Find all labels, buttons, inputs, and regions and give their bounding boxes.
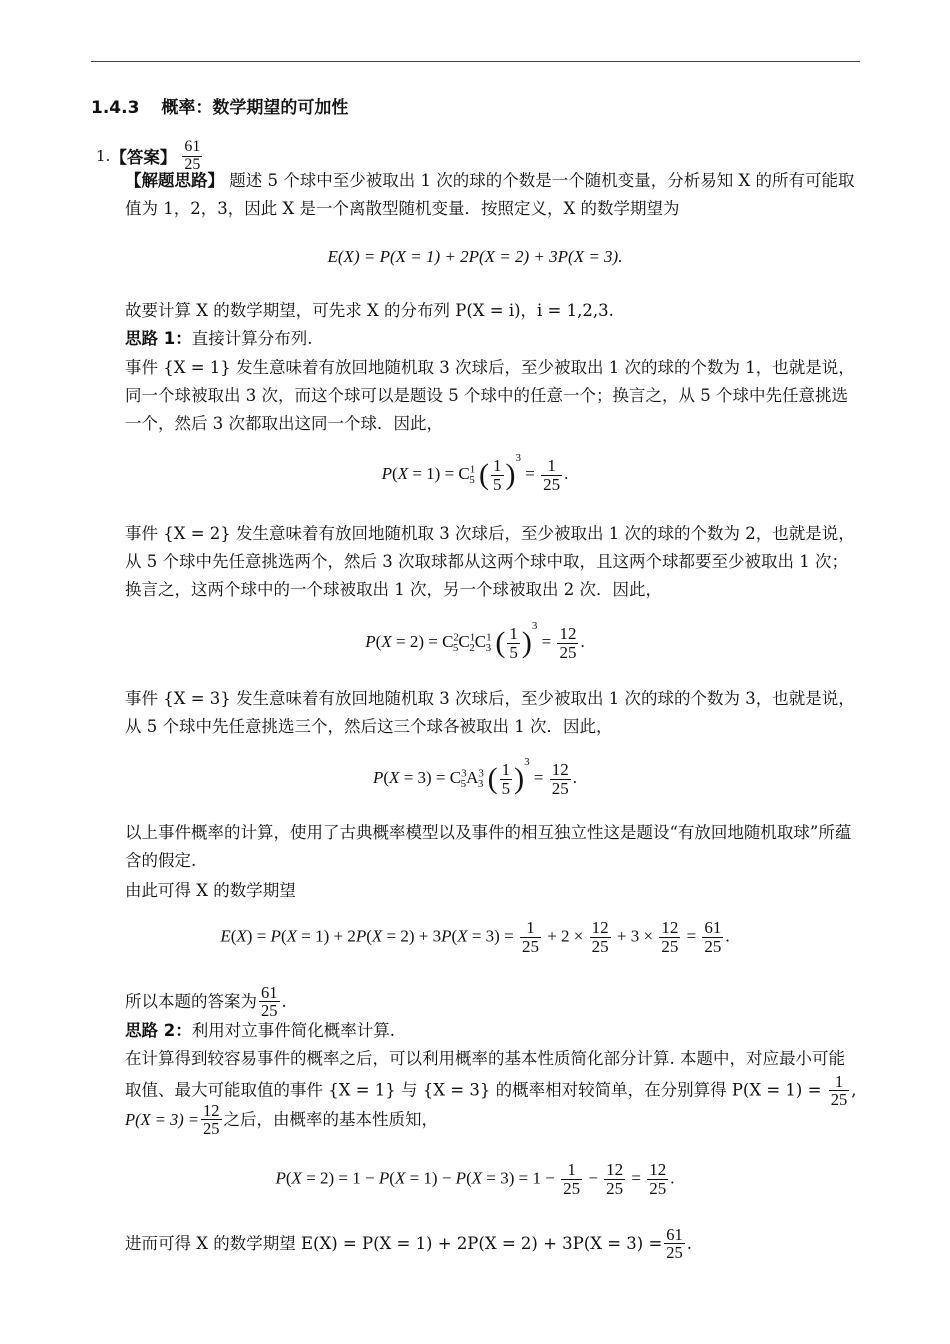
paragraph-10: P(X = 3) = $\frac{12}{25}$ 之后，由概率的基本性质知， [125,1101,439,1139]
paragraph-9: 在计算得到较容易事件的概率之后，可以利用概率的基本性质简化部分计算. 本题中，对应最小可能取值、最大可能取值的事件 {X = 1} 与 {X = 3} 的概率相对较简单，在分别算得 P(X = 1) = $\frac{1}{25}$ , [125,1049,857,1110]
paragraph-6: 以上事件概率的计算，使用了古典概率模型以及事件的相互独立性这是题设“有放回地随机取球”所蕴含的假定. [125,823,852,870]
idea-2-label: 思路 2： [125,1021,192,1040]
equation-p2: $P(X = 2) = C^2_5C^1_2C^1_3$ ( $\frac{1}{5}$ )$^3$ = $\frac{12}{25}$ . [365,620,585,662]
idea-1-label: 思路 1： [125,329,192,348]
idea-1-text: 直接计算分布列. [191,329,313,348]
paragraph-2: 故要计算 X 的数学期望，可先求 X 的分布列 P(X = i)，i = 1,2,3. [125,301,614,320]
question-number: 1. [96,147,111,166]
section-title: 概率：数学期望的可加性 [161,98,349,118]
paragraph-5: 事件 {X = 3} 发生意味着有放回地随机取 3 次球后，至少被取出 1 次的球的个数为 3，也就是说，从 5 个球中先任意挑选三个，然后这三个球各被取出 1 次．因此， [125,689,855,736]
equation-p3: $P(X = 3) = C^3_5A^3_3$ ( $\frac{1}{5}$ )$^3$ = $\frac{12}{25}$ . [372,756,577,798]
section-number: 1.4.3 [91,98,140,118]
header-rule [91,61,860,62]
paragraph-3: 事件 {X = 1} 发生意味着有放回地随机取 3 次球后，至少被取出 1 次的球的个数为 1，也就是说，同一个球被取出 3 次，而这个球可以是题设 5 个球中的任意一个；换言之，从 5 个球中先任意挑选一个，然后 3 次都取出这同一个球．因此， [125,358,855,433]
paragraph-4: 事件 {X = 2} 发生意味着有放回地随机取 3 次球后，至少被取出 1 次的球的个数为 2，也就是说，从 5 个球中先任意挑选两个，然后 3 次取球都从这两个球中取，且这两个球都要至少被取出 1 次；换言之，这两个球中的一个球被取出 1 次，另一个球被取出 2 次．因此， [125,524,855,599]
idea-2 [125,1017,860,1045]
paragraph-11: 进而可得 X 的数学期望 E(X) = P(X = 1) + 2P(X = 2) + 3P(X = 3) = $\frac{61}{25}$ . [125,1225,693,1263]
equation-complement: P(X = 2) = 1 − P(X = 1) − P(X = 3) = 1 − $\frac{1}{25}$ − $\frac{12}{25}$ = $\frac{12}{25}$ . [275,1160,675,1198]
idea-1 [125,325,860,353]
section-heading [91,93,348,118]
answer-fraction: $\frac{61}{25}$ [184,138,201,173]
solution-label: 【解题思路】 [125,171,224,190]
equation-expectation: E(X) = P(X = 1) + 2P(X = 2) + 3P(X = 3). [327,247,623,266]
answer-label: 【答案】 [110,148,177,168]
solution-paragraph-1: 题述 5 个球中至少被取出 1 次的球的个数是一个随机变量，分析易知 X 的所有可能取值为 1，2，3，因此 X 是一个离散型随机变量．按照定义，X 的数学期望为 [125,171,855,218]
paragraph-7: 由此可得 X 的数学期望 [125,881,296,900]
paragraph-8: 所以本题的答案为 $\frac{61}{25}$ . [125,983,287,1021]
solution-intro [125,167,860,223]
equation-p1: $P(X = 1) = C^1_5$ ( $\frac{1}{5}$ )$^3$ = $\frac{1}{25}$ . [381,452,569,494]
equation-expectation-value: E(X) = P(X = 1) + 2P(X = 2) + 3P(X = 3) = $\frac{1}{25}$ + 2 × $\frac{12}{25}$ + 3 × $\frac{12}{25}$ = $\frac{61}{25}$ . [220,918,730,956]
idea-2-text: 利用对立事件简化概率计算. [191,1021,395,1040]
